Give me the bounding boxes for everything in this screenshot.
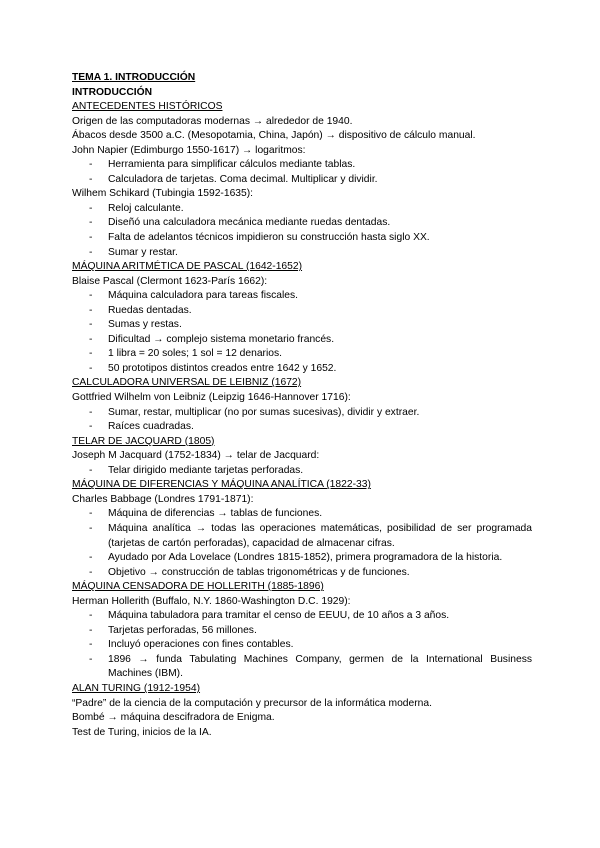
paragraph: Wilhem Schikard (Tubingia 1592-1635):	[72, 188, 254, 200]
bullet-item	[72, 464, 532, 479]
bullet-item	[72, 522, 532, 551]
bullet-dash: -	[89, 217, 93, 229]
subsection-heading: MÁQUINA DE DIFERENCIAS Y MÁQUINA ANALÍTICA (1822-33)	[72, 479, 371, 491]
bullet-item	[72, 173, 532, 188]
bullet-item	[72, 246, 532, 261]
bullet-text: Raíces cuadradas.	[108, 421, 194, 433]
bullet-dash: -	[89, 362, 93, 374]
bullet-item	[72, 318, 532, 333]
bullet-text: Máquina calculadora para tareas fiscales.	[108, 290, 299, 302]
bullet-text: Reloj calculante.	[108, 202, 184, 214]
bullet-dash: -	[89, 464, 93, 476]
bullet-text: Diseñó una calculadora mecánica mediante ruedas dentadas.	[108, 217, 391, 229]
bullet-dash: -	[89, 304, 93, 316]
subsection-heading: ALAN TURING (1912-1954)	[72, 682, 201, 694]
bullet-text: 1896 → funda Tabulating Machines Company, germen de la International Business Machines (IBM).	[108, 653, 532, 680]
bullet-dash: -	[89, 421, 93, 433]
bullet-item	[72, 609, 532, 624]
bullet-dash: -	[89, 639, 93, 651]
bullet-text: Máquina analítica → todas las operaciones matemáticas, posibilidad de ser programada (tarjetas de cartón perforadas), capacidad de almacenar cifras.	[108, 522, 532, 549]
bullet-text: Sumas y restas.	[108, 319, 182, 331]
bullet-dash: -	[89, 173, 93, 185]
bullet-dash: -	[89, 319, 93, 331]
bullet-item	[72, 304, 532, 319]
bullet-item	[72, 333, 532, 348]
subsection-heading: MÁQUINA CENSADORA DE HOLLERITH (1885-1896)	[72, 581, 324, 593]
bullet-text: Falta de adelantos técnicos impidieron su construcción hasta siglo XX.	[108, 232, 430, 244]
subsection-heading: MÁQUINA ARITMÉTICA DE PASCAL (1642-1652)	[72, 261, 303, 273]
paragraph: Gottfried Wilhelm von Leibniz (Leipzig 1646-Hannover 1716):	[72, 392, 351, 404]
bullet-item	[72, 566, 532, 581]
bullet-text: Tarjetas perforadas, 56 millones.	[108, 624, 257, 636]
bullet-dash: -	[89, 348, 93, 360]
bullet-dash: -	[89, 610, 93, 622]
paragraph: Origen de las computadoras modernas → alrededor de 1940.	[72, 115, 353, 127]
bullet-text: Objetivo → construcción de tablas trigonométricas y de funciones.	[108, 566, 410, 578]
bullet-item	[72, 638, 532, 653]
bullet-text: Calculadora de tarjetas. Coma decimal. Multiplicar y dividir.	[108, 173, 378, 185]
paragraph: John Napier (Edimburgo 1550-1617) → logaritmos:	[72, 144, 306, 156]
bullet-text: Sumar y restar.	[108, 246, 178, 258]
paragraph: “Padre” de la ciencia de la computación y precursor de la informática moderna.	[72, 697, 432, 709]
bullet-item	[72, 406, 532, 421]
bullet-item	[72, 653, 532, 682]
bullet-item	[72, 420, 532, 435]
paragraph: Charles Babbage (Londres 1791-1871):	[72, 493, 254, 505]
paragraph: Ábacos desde 3500 a.C. (Mesopotamia, China, Japón) → dispositivo de cálculo manual.	[72, 130, 476, 142]
bullet-text: Dificultad → complejo sistema monetario francés.	[108, 333, 335, 345]
bullet-text: Máquina de diferencias → tablas de funciones.	[108, 508, 323, 520]
paragraph: Herman Hollerith (Buffalo, N.Y. 1860-Washington D.C. 1929):	[72, 595, 351, 607]
bullet-dash: -	[89, 406, 93, 418]
paragraph: Joseph M Jacquard (1752-1834) → telar de Jacquard:	[72, 450, 320, 462]
bullet-dash: -	[89, 159, 93, 171]
bullet-text: Telar dirigido mediante tarjetas perforadas.	[108, 464, 304, 476]
subsection-heading: CALCULADORA UNIVERSAL DE LEIBNIZ (1672)	[72, 377, 302, 389]
bullet-dash: -	[89, 624, 93, 636]
section-heading: INTRODUCCIÓN	[72, 86, 153, 98]
bullet-dash: -	[89, 290, 93, 302]
bullet-text: Ayudado por Ada Lovelace (Londres 1815-1852), primera programadora de la historia.	[108, 552, 503, 564]
bullet-item	[72, 362, 532, 377]
bullet-dash: -	[89, 552, 93, 564]
paragraph: Test de Turing, inicios de la IA.	[72, 726, 212, 738]
paragraph: Bombé → máquina descifradora de Enigma.	[72, 712, 275, 724]
bullet-dash: -	[89, 246, 93, 258]
document-title: TEMA 1. INTRODUCCIÓN	[72, 72, 196, 83]
bullet-dash: -	[89, 508, 93, 520]
bullet-text: Ruedas dentadas.	[108, 304, 192, 316]
bullet-dash: -	[89, 232, 93, 244]
bullet-item	[72, 216, 532, 231]
bullet-item	[72, 347, 532, 362]
bullet-item	[72, 158, 532, 173]
bullet-item	[72, 231, 532, 246]
bullet-item	[72, 551, 532, 566]
bullet-dash: -	[89, 202, 93, 214]
bullet-dash: -	[89, 653, 93, 665]
bullet-text: 50 prototipos distintos creados entre 1642 y 1652.	[108, 362, 337, 374]
bullet-text: Herramienta para simplificar cálculos mediante tablas.	[108, 159, 356, 171]
bullet-text: Sumar, restar, multiplicar (no por sumas sucesivas), dividir y extraer.	[108, 406, 420, 418]
bullet-dash: -	[89, 566, 93, 578]
bullet-dash: -	[89, 333, 93, 345]
subsection-heading: ANTECEDENTES HISTÓRICOS	[72, 101, 223, 113]
paragraph: Blaise Pascal (Clermont 1623-París 1662):	[72, 275, 268, 287]
bullet-item	[72, 624, 532, 639]
bullet-text: Máquina tabuladora para tramitar el censo de EEUU, de 10 años a 3 años.	[108, 610, 450, 622]
bullet-dash: -	[89, 522, 93, 534]
bullet-item	[72, 289, 532, 304]
subsection-heading: TELAR DE JACQUARD (1805)	[72, 435, 215, 447]
bullet-item	[72, 507, 532, 522]
document-body	[72, 71, 532, 740]
bullet-item	[72, 202, 532, 217]
bullet-text: 1 libra = 20 soles; 1 sol = 12 denarios.	[108, 348, 283, 360]
bullet-text: Incluyó operaciones con fines contables.	[108, 639, 294, 651]
